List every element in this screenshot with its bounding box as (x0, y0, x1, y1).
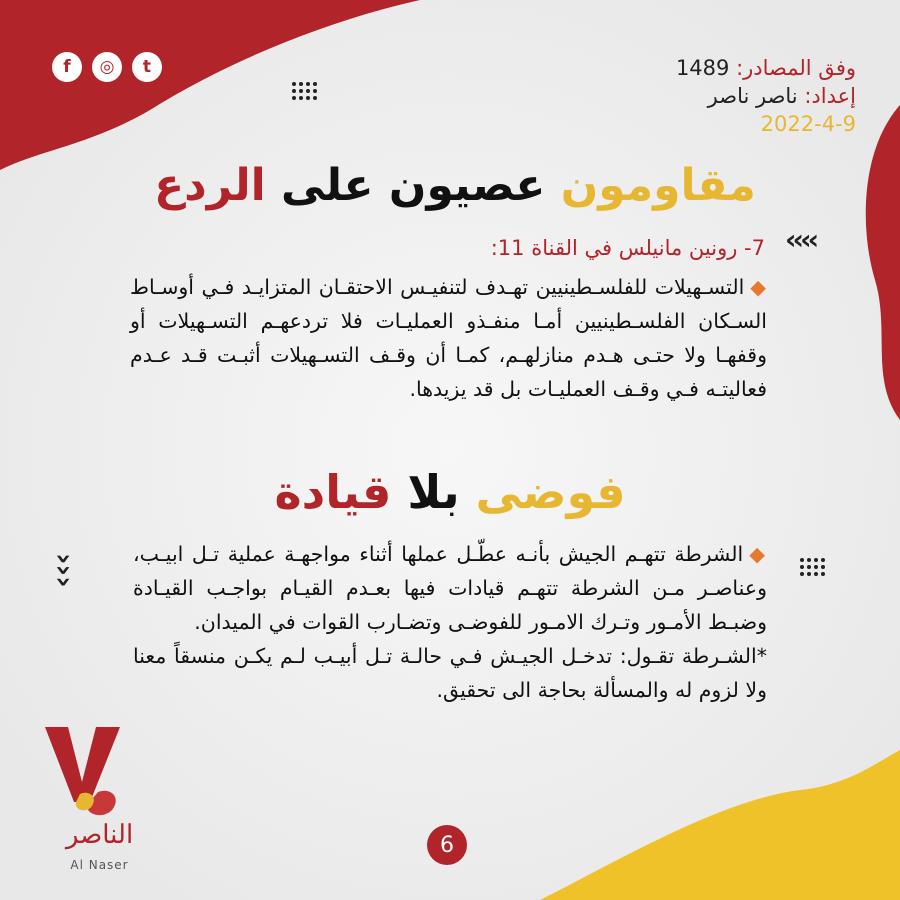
facebook-icon[interactable]: f (52, 52, 82, 82)
section-2-text: الشرطة تتهـم الجيش بأنـه عطّـل عملها أثناء مواجهـة عملية تـل ابيـب، وعناصـر مـن الشرطة تتهـم قيادات فيها بعـدم القيـام بواجـب القيـادة وضبـط الأمـور وتـرك الامـور للفوضـى وتضـارب القوات في الميدان. (133, 542, 767, 634)
section-1-body (130, 270, 767, 406)
author-label: إعداد: (804, 84, 856, 108)
title-2-word-2: بلا (407, 465, 460, 519)
sources-line (676, 54, 856, 82)
logo-v-icon (40, 722, 125, 822)
meta-info (676, 54, 856, 138)
title-2-word-3: قيادة (274, 465, 392, 519)
twitter-icon[interactable]: t (132, 52, 162, 82)
bullet-icon: ◆ (750, 275, 768, 299)
title-1-word-2: عصيون (388, 160, 546, 211)
section-2-body (133, 537, 767, 707)
dots-decoration-icon (800, 558, 825, 576)
section-1-heading: 7- رونين مانيلس في القناة 11: (490, 236, 765, 260)
author-value: ناصر ناصر (707, 84, 798, 108)
sources-label: وفق المصادر: (736, 56, 856, 80)
title-2 (200, 465, 700, 519)
social-icons (52, 52, 162, 82)
chevrons-left-icon: ‹‹‹‹ (785, 223, 816, 256)
logo-arabic: الناصر (65, 820, 134, 850)
title-1 (130, 160, 780, 211)
author-line (676, 82, 856, 110)
dots-decoration-icon (292, 82, 317, 100)
date: 2022-4-9 (760, 112, 856, 136)
title-2-word-1: فوضى (475, 465, 626, 519)
title-1-word-4: الردع (154, 160, 266, 211)
logo-english: Al Naser (70, 858, 129, 872)
bullet-icon: ◆ (749, 542, 767, 566)
title-1-word-1: مقاومون (560, 160, 756, 211)
page-number: 6 (427, 825, 467, 865)
instagram-icon[interactable]: ◎ (92, 52, 122, 82)
title-1-word-3: على (281, 160, 374, 211)
section-1-text: التسـهيلات للفلسـطينيين تهـدف لتنفيـس الاحتقـان المتزايـد فـي أوسـاط السـكان الفلسـطينيين أمـا منفـذو العمليـات فلا تردعهـم التسـهيلات أو وقفهـا ولا حتـى هـدم منازلهـم، كمـا أن وقـف التسـهيلات أثبـت قـد عـدم فعاليتـه فـي وقـف العمليـات بل قد يزيدها. (130, 275, 767, 401)
section-2-quote: *الشـرطة تقـول: تدخـل الجيـش فـي حالـة تـل أبيـب لـم يكـن منسقاً معنا ولا لزوم له والمسألة بحاجة الى تحقيق. (133, 644, 767, 702)
chevrons-down-icon: ››› (48, 553, 81, 588)
sources-value: 1489 (675, 56, 730, 80)
